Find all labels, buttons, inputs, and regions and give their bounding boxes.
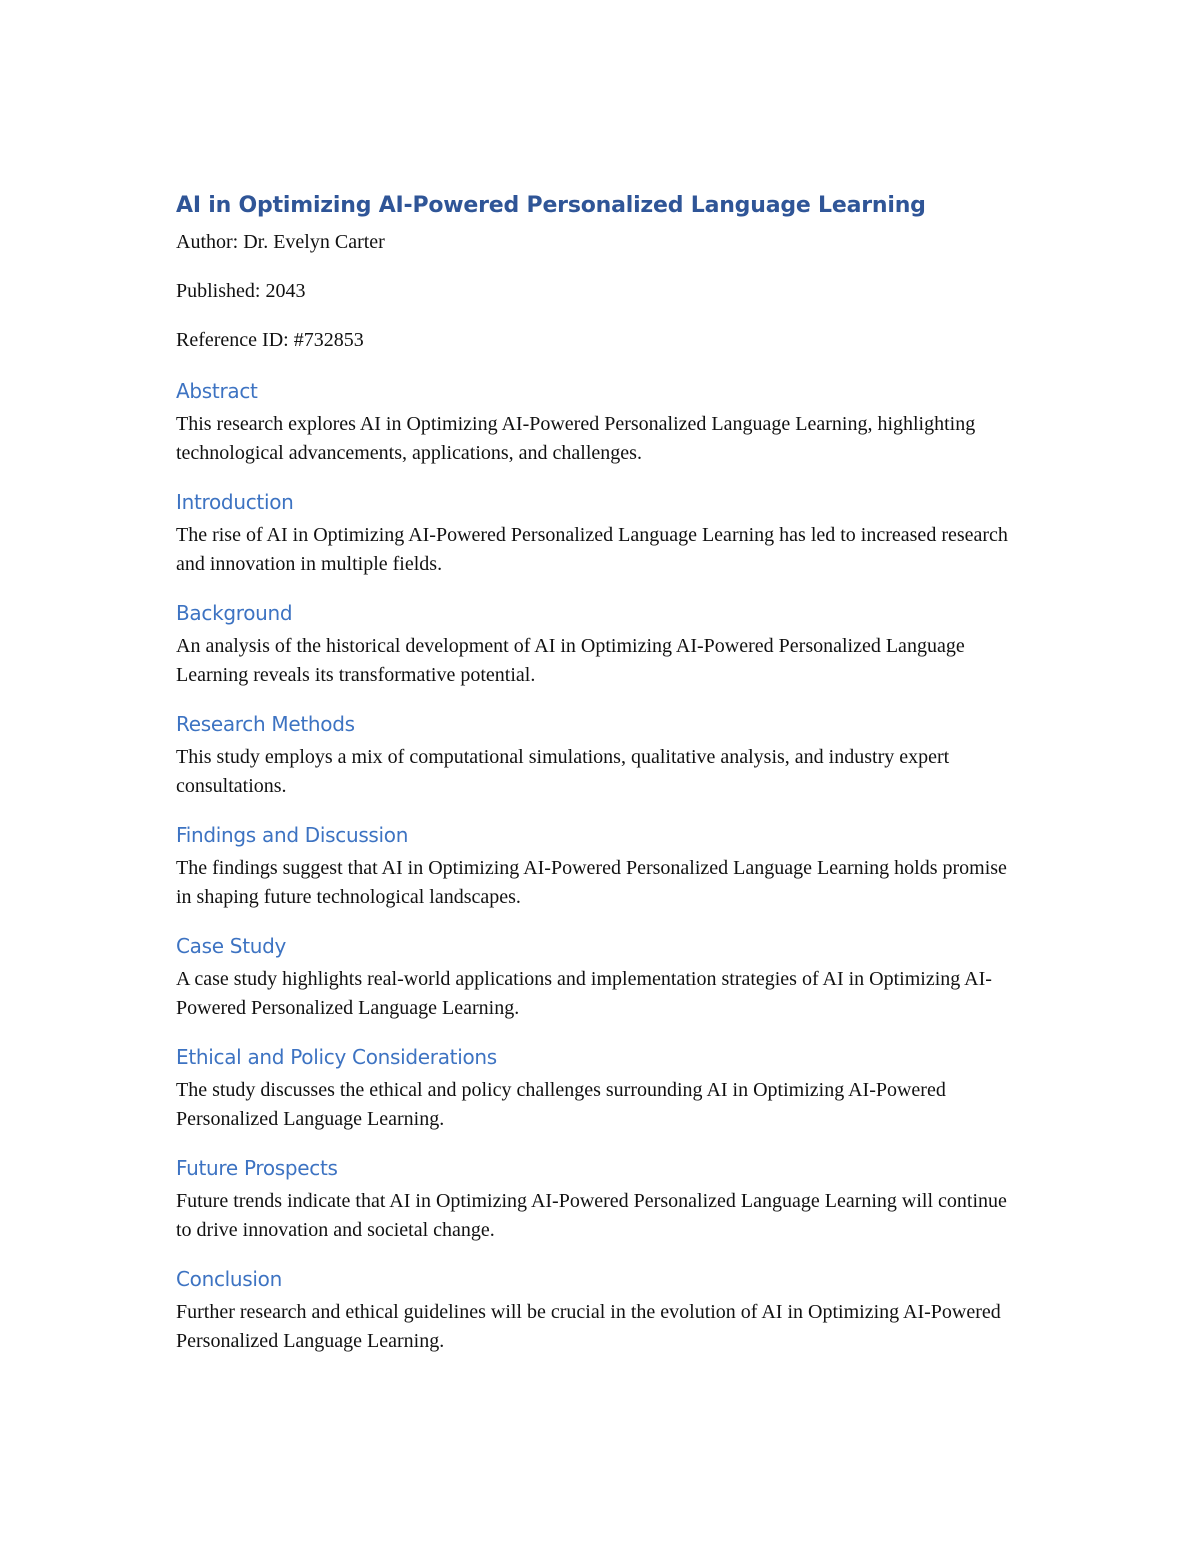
section-body: The study discusses the ethical and policy challenges surrounding AI in Optimizing AI-Powered Personalized Language Learning. (176, 1079, 946, 1130)
section-heading: Case Study (176, 934, 287, 958)
section-future-prospects (176, 1153, 1016, 1244)
section-ethical-and-policy-considerations (176, 1042, 1016, 1133)
published-line: Published: 2043 (176, 280, 306, 302)
section-heading: Conclusion (176, 1267, 282, 1291)
document-content (176, 188, 1016, 1355)
section-body: The rise of AI in Optimizing AI-Powered Personalized Language Learning has led to increased research and innovation in multiple fields. (176, 524, 1008, 575)
section-case-study (176, 931, 1016, 1022)
author-line: Author: Dr. Evelyn Carter (176, 231, 385, 253)
section-heading: Research Methods (176, 712, 355, 736)
section-heading: Ethical and Policy Considerations (176, 1045, 497, 1069)
document-title: AI in Optimizing AI-Powered Personalized Language Learning (176, 193, 926, 218)
section-body: Further research and ethical guidelines will be crucial in the evolution of AI in Optimizing AI-Powered Personalized Language Learning. (176, 1301, 1001, 1352)
section-body: A case study highlights real-world applications and implementation strategies of AI in Optimizing AI-Powered Personalized Language Learning. (176, 968, 992, 1019)
reference-id-line: Reference ID: #732853 (176, 329, 364, 351)
section-heading: Introduction (176, 490, 294, 514)
section-body: The findings suggest that AI in Optimizing AI-Powered Personalized Language Learning holds promise in shaping future technological landscapes. (176, 857, 1007, 908)
section-background (176, 598, 1016, 689)
section-body: Future trends indicate that AI in Optimizing AI-Powered Personalized Language Learning will continue to drive innovation and societal change. (176, 1190, 1007, 1241)
section-conclusion (176, 1264, 1016, 1355)
section-abstract (176, 376, 1016, 467)
section-heading: Background (176, 601, 293, 625)
section-introduction (176, 487, 1016, 578)
section-body: An analysis of the historical development of AI in Optimizing AI-Powered Personalized Language Learning reveals its transformative potential. (176, 635, 965, 686)
section-heading: Abstract (176, 379, 258, 403)
section-research-methods (176, 709, 1016, 800)
section-heading: Future Prospects (176, 1156, 338, 1180)
section-body: This research explores AI in Optimizing AI-Powered Personalized Language Learning, highlighting technological advancements, applications, and challenges. (176, 413, 976, 464)
section-findings-and-discussion (176, 820, 1016, 911)
section-heading: Findings and Discussion (176, 823, 409, 847)
section-body: This study employs a mix of computational simulations, qualitative analysis, and industry expert consultations. (176, 746, 950, 797)
